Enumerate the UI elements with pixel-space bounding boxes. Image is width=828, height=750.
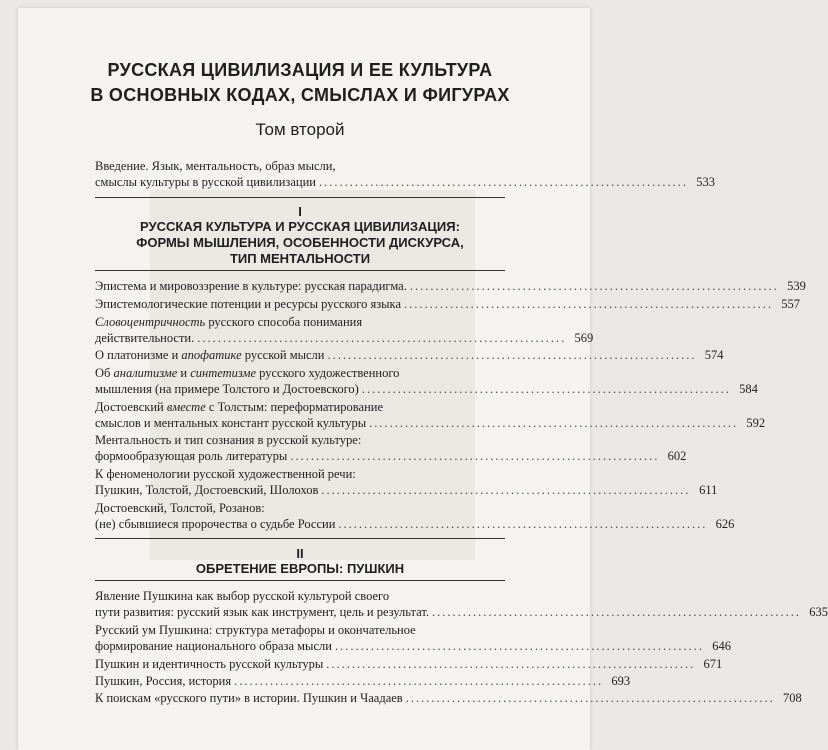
entry-text: Эпистемологические потенции и ресурсы русского языка <box>95 297 401 311</box>
page-number: 539 <box>787 279 806 293</box>
leader-dots: ........................................................................ <box>338 517 708 531</box>
divider <box>95 580 505 581</box>
divider <box>95 270 505 271</box>
toc-entry[interactable] <box>95 466 718 498</box>
page-number: 611 <box>699 483 718 497</box>
entry-text: Пушкин и идентичность русской культуры <box>95 657 324 671</box>
entry-text: мышления (на примере Толстого и Достоевского) <box>95 382 359 396</box>
leader-dots: ........................................................................ <box>326 657 696 671</box>
page-number: 569 <box>574 331 594 345</box>
entry-text: Об <box>95 366 114 380</box>
leader-dots: ........................................................................ <box>197 331 567 345</box>
entry-text: формирование национального образа мысли <box>95 639 332 653</box>
leader-dots: ........................................................................ <box>404 297 773 311</box>
page-number: 693 <box>611 674 631 688</box>
leader-dots: ........................................................................ <box>327 348 697 362</box>
page-number: 646 <box>712 639 731 653</box>
section-title-line1: РУССКАЯ КУЛЬТУРА И РУССКАЯ ЦИВИЛИЗАЦИЯ: <box>140 219 460 234</box>
entry-text: и <box>177 366 191 380</box>
section-number: I <box>298 204 302 219</box>
toc-entry[interactable] <box>95 314 594 346</box>
toc-entry[interactable] <box>95 673 631 689</box>
entry-text: пути развития: русский язык как инструмент, цель и результат. <box>95 605 429 619</box>
toc-entry-intro[interactable] <box>95 158 715 190</box>
entry-text: К поискам «русского пути» в истории. Пушкин и Чаадаев <box>95 691 403 705</box>
page-number: 584 <box>739 382 758 396</box>
leader-dots: ........................................................................ <box>409 279 779 293</box>
toc-entry[interactable] <box>95 399 766 431</box>
page-number: 626 <box>715 517 735 531</box>
toc-entry[interactable] <box>95 365 758 397</box>
entry-text: русской мысли <box>241 348 325 362</box>
entry-text: О платонизме и <box>95 348 182 362</box>
entry-text: К феноменологии русской художественной речи: <box>95 467 356 481</box>
toc-entry[interactable] <box>95 588 828 620</box>
page-number: 533 <box>696 175 715 189</box>
entry-text: смыслы культуры в русской цивилизации <box>95 175 316 189</box>
page-number: 635 <box>809 605 828 619</box>
entry-text: Эпистема и мировоззрение в культуре: русская парадигма. <box>95 279 407 293</box>
leader-dots: ........................................................................ <box>334 639 704 653</box>
entry-text: Явление Пушкина как выбор русской культурой своего <box>95 589 390 603</box>
entry-text: Достоевский <box>95 400 167 414</box>
leader-dots: ........................................................................ <box>290 449 660 463</box>
entry-text: формообразующая роль литературы <box>95 449 288 463</box>
toc-entry[interactable] <box>95 347 724 363</box>
entry-text-italic: вместе <box>166 400 206 414</box>
page-number: 557 <box>781 297 800 311</box>
page-number: 602 <box>667 449 687 463</box>
entry-text: Русский ум Пушкина: структура метафоры и окончательное <box>95 623 416 637</box>
section-number: II <box>296 546 304 561</box>
entry-text-italic: аналитизме <box>113 366 178 380</box>
toc-entry[interactable] <box>95 690 802 706</box>
entry-text: русского способа понимания <box>205 315 363 329</box>
leader-dots: ........................................................................ <box>432 605 801 619</box>
page-number: 574 <box>704 348 724 362</box>
entry-text-italic: апофатике <box>181 348 242 362</box>
entry-text: Пушкин, Россия, история <box>95 674 232 688</box>
book-title-line1: РУССКАЯ ЦИВИЛИЗАЦИЯ И ЕЕ КУЛЬТУРА <box>107 60 493 80</box>
entry-text: Ментальность и тип сознания в русской культуре: <box>95 433 362 447</box>
entry-text: (не) сбывшиеся пророчества о судьбе России <box>95 517 336 531</box>
entry-text: русского художественного <box>256 366 400 380</box>
entry-text: Введение. Язык, ментальность, образ мысли, <box>95 159 336 173</box>
toc-entry[interactable] <box>95 500 735 532</box>
entry-text: Достоевский, Толстой, Розанов: <box>95 501 265 515</box>
toc-entry[interactable] <box>95 622 731 654</box>
leader-dots: ........................................................................ <box>369 416 739 430</box>
page-number: 592 <box>746 416 766 430</box>
entry-text: Пушкин, Толстой, Достоевский, Шолохов <box>95 483 319 497</box>
section-title-line2: ФОРМЫ МЫШЛЕНИЯ, ОСОБЕННОСТИ ДИСКУРСА, <box>136 235 464 250</box>
leader-dots: ........................................................................ <box>234 674 604 688</box>
toc-entry[interactable] <box>95 278 806 294</box>
volume-title: Том второй <box>255 120 345 139</box>
leader-dots: ........................................................................ <box>405 691 775 705</box>
page-number: 671 <box>703 657 723 671</box>
entry-text: с Толстым: переформатирование <box>205 400 384 414</box>
book-title-line2: В ОСНОВНЫХ КОДАХ, СМЫСЛАХ И ФИГУРАХ <box>90 85 510 105</box>
page-number: 708 <box>782 691 802 705</box>
leader-dots: ........................................................................ <box>318 175 688 189</box>
entry-text-italic: Словоцентричность <box>95 315 206 329</box>
leader-dots: ........................................................................ <box>321 483 691 497</box>
section-title: ОБРЕТЕНИЕ ЕВРОПЫ: ПУШКИН <box>195 561 405 576</box>
leader-dots: ........................................................................ <box>361 382 731 396</box>
entry-text-italic: синтетизме <box>190 366 257 380</box>
divider <box>95 197 505 198</box>
toc-entry[interactable] <box>95 296 800 312</box>
section-title-line3: ТИП МЕНТАЛЬНОСТИ <box>229 251 371 266</box>
toc-entry[interactable] <box>95 432 687 464</box>
divider <box>95 538 505 539</box>
entry-text: смыслов и ментальных констант русской культуры <box>95 416 367 430</box>
toc-entry[interactable] <box>95 656 723 672</box>
entry-text: действительности. <box>95 331 195 345</box>
